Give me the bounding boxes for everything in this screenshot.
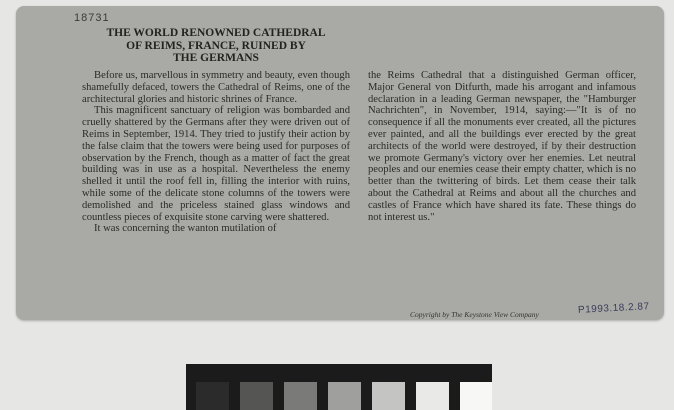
text-column-right	[368, 70, 636, 223]
gray-swatch	[240, 382, 273, 410]
gray-swatch	[328, 382, 361, 410]
text-column-left	[82, 70, 350, 235]
gray-swatch	[284, 382, 317, 410]
gray-swatch	[460, 382, 492, 410]
title-line-3: THE GERMANS	[173, 52, 259, 64]
title-line-1: THE WORLD RENOWNED CATHEDRAL	[106, 27, 326, 39]
gray-scale-target	[186, 364, 492, 410]
card-title	[76, 27, 356, 65]
stereograph-card-back	[16, 6, 664, 320]
copyright-notice: Copyright by The Keystone View Company	[410, 310, 539, 319]
paragraph: It was concerning the wanton mutilation of	[94, 223, 277, 235]
gray-swatch	[196, 382, 229, 410]
accession-number: P1993.18.2.87	[577, 301, 650, 316]
paragraph: Before us, marvellous in symmetry and beauty, even though shamefully defaced, towers the Cathedral of Reims, one of the architectural glories and historic shrines of France.	[82, 70, 350, 105]
card-number: 18731	[74, 12, 110, 24]
paragraph: the Reims Cathedral that a distinguished German officer, Major General von Ditfurth, made his arrogant and infamous declaration in a leading German newspaper, the "Hamburger Nachrichten", in November, 1914, saying:—"It is of no consequence if all the monuments ever created, all the pictures ever painted, and all the buildings ever erected by the great architects of the world were destroyed, if by their destruction we promote Germany's victory over her enemies. Let neutral peoples and our enemies cease their empty chatter, which is no better than the twittering of birds. Let them cease their talk about the Cathedral at Reims and about all the churches and castles of France which have shared its fate. These things do not interest us."	[368, 70, 636, 223]
gray-swatch	[372, 382, 405, 410]
paragraph: This magnificent sanctuary of religion was bombarded and cruelly shattered by the Germans after they were driven out of Reims in September, 1914. They tried to justify their action by the false claim that the towers were being used for purposes of observation by the French, though as a matter of fact the great building was in use as a hospital. Nevertheless the enemy shelled it until the roof fell in, filling the interior with ruins, while some of the delicate stone columns of the towers were demolished and the priceless stained glass windows and countless pieces of exquisite stone carving were shattered.	[82, 105, 350, 223]
title-line-2: OF REIMS, FRANCE, RUINED BY	[126, 39, 306, 52]
gray-swatch	[416, 382, 449, 410]
